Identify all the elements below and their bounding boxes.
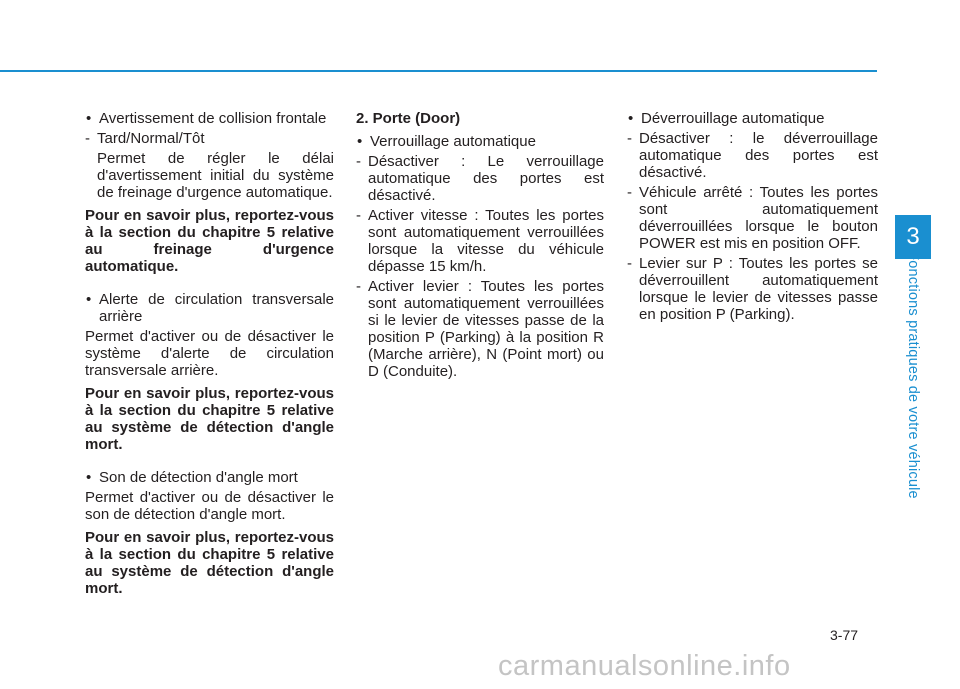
dash-unlock-disable-text: Désactiver : le déverrouillage automatique des portes est désactivé. <box>639 130 878 181</box>
chapter-tab: 3 <box>895 215 931 259</box>
dash-mark: - <box>356 207 361 224</box>
reference-blind-spot-1: Pour en savoir plus, reportez-vous à la section du chapitre 5 relative au système de détection d'angle mort. <box>85 385 334 453</box>
dash-unlock-lever <box>627 255 878 323</box>
reference-emergency-braking: Pour en savoir plus, reportez-vous à la section du chapitre 5 relative au freinage d'urgence automatique. <box>85 207 334 275</box>
dash-lock-lever <box>356 278 604 380</box>
dash-mark: - <box>356 153 361 170</box>
blind-spot-sound-description: Permet d'activer ou de désactiver le son de détection d'angle mort. <box>85 489 334 523</box>
dash-lock-speed-text: Activer vitesse : Toutes les portes sont automatiquement verrouillées lorsque la vitesse du véhicule dépasse 15 km/h. <box>368 207 604 275</box>
dash-mark: - <box>85 130 90 147</box>
timing-description: Permet de régler le délai d'avertissement initial du système de freinage d'urgence automatique. <box>97 150 334 201</box>
door-heading: 2. Porte (Door) <box>356 110 461 127</box>
chapter-side-title: Fonctions pratiques de votre véhicule <box>905 251 921 499</box>
bullet-rear-cross-traffic: • Alerte de circulation transversale arrière <box>85 291 334 325</box>
dash-mark: - <box>627 184 632 201</box>
bullet-blind-spot-sound: • Son de détection d'angle mort <box>85 469 334 486</box>
dash-mark: - <box>356 278 361 295</box>
reference-blind-spot-2: Pour en savoir plus, reportez-vous à la section du chapitre 5 relative au système de détection d'angle mort. <box>85 529 334 597</box>
bullet-auto-lock: • Verrouillage automatique <box>356 133 604 150</box>
dash-lock-speed <box>356 207 604 275</box>
dash-timing-label: Tard/Normal/Tôt <box>97 130 205 147</box>
top-rule <box>0 70 877 72</box>
dash-mark: - <box>627 255 632 272</box>
dash-mark: - <box>627 130 632 147</box>
dash-unlock-disable <box>627 130 878 181</box>
bullet-collision-warning: • Avertissement de collision frontale <box>85 110 334 127</box>
page-number: 3-77 <box>830 627 859 643</box>
dash-unlock-lever-text: Levier sur P : Toutes les portes se déverrouillent automatiquement lorsque le levier de vitesses passe en position P (Parking). <box>639 255 878 323</box>
dash-lock-disable-text: Désactiver : Le verrouillage automatique des portes est désactivé. <box>368 153 604 204</box>
watermark: carmanualsonline.info <box>498 650 791 682</box>
right-column <box>627 110 878 326</box>
left-column <box>85 110 334 597</box>
dash-lock-disable <box>356 153 604 204</box>
dash-unlock-stopped <box>627 184 878 252</box>
rear-cross-traffic-description: Permet d'activer ou de désactiver le système d'alerte de circulation transversale arrière. <box>85 328 334 379</box>
dash-lock-lever-text: Activer levier : Toutes les portes sont automatiquement verrouillées si le levier de vitesses passe de la position P (Parking) à la position R (Marche arrière), N (Point mort) ou D (Conduite). <box>368 278 604 380</box>
dash-timing <box>85 130 334 147</box>
middle-column <box>356 110 604 383</box>
bullet-auto-unlock: • Déverrouillage automatique <box>627 110 878 127</box>
dash-unlock-stopped-text: Véhicule arrêté : Toutes les portes sont automatiquement déverrouillées lorsque le bouton POWER est mis en position OFF. <box>639 184 878 252</box>
